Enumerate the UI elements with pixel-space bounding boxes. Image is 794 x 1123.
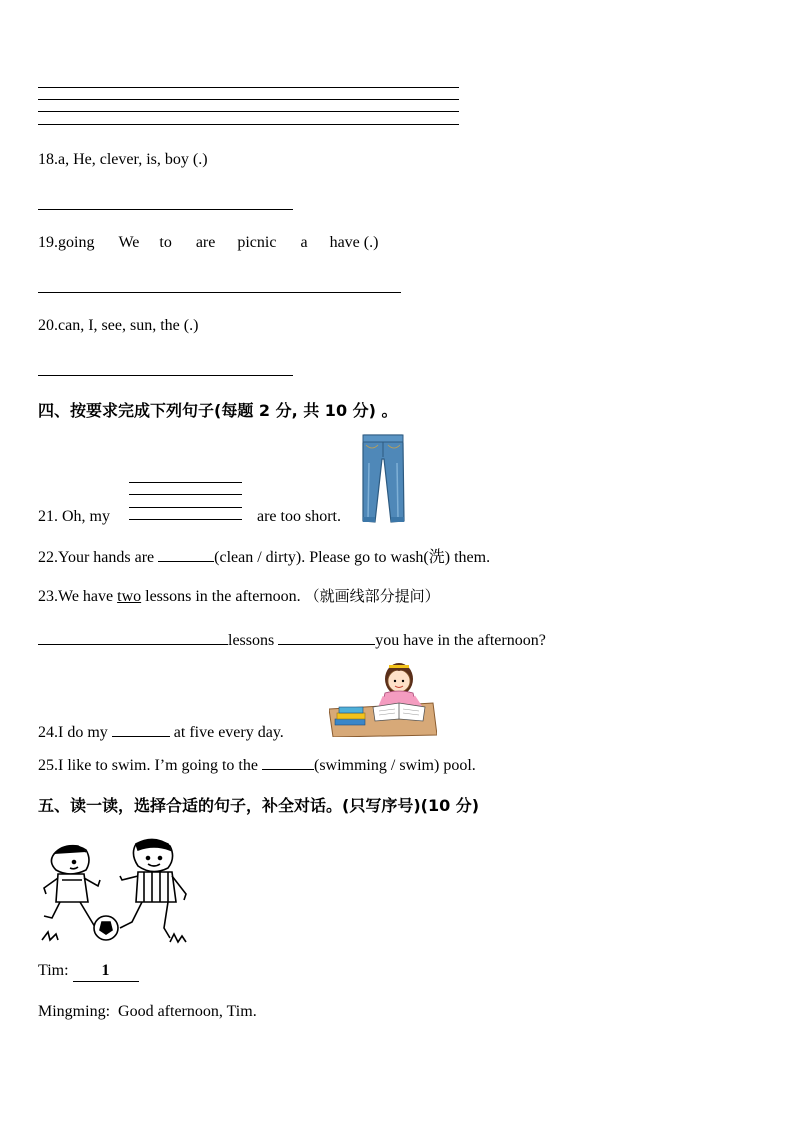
answer-number: 1 [101, 962, 110, 979]
question-text: Oh, my [58, 508, 110, 525]
question-24 [38, 720, 284, 743]
question-number: 24. [38, 724, 58, 741]
answer-rule-3 [38, 111, 459, 112]
dialogue-line-1 [38, 961, 139, 982]
answer-line-19[interactable] [38, 292, 401, 293]
question-text-after: at five every day. [169, 724, 284, 741]
question-text-after: lessons in the afternoon. [141, 588, 301, 605]
word: We [118, 234, 140, 251]
question-21-suffix: are too short. [257, 508, 341, 525]
question-text: can, I, see, sun, the (.) [58, 317, 199, 334]
question-text-before: Your hands are [58, 549, 159, 566]
question-number: 25. [38, 757, 58, 774]
answer-blank-2[interactable] [278, 628, 375, 645]
word: picnic [237, 234, 277, 251]
question-number: 20. [38, 317, 58, 334]
question-number: 19. [38, 234, 58, 251]
q21-rule-1 [129, 482, 242, 483]
question-23 [38, 586, 440, 607]
q21-rule-3 [129, 507, 242, 508]
girl-doing-homework-icon [329, 659, 437, 737]
question-22 [38, 545, 490, 568]
q21-rule-2 [129, 494, 242, 495]
instruction: （就画线部分提问） [304, 587, 440, 605]
answer-blank-1[interactable] [38, 628, 228, 645]
word: a [300, 234, 308, 251]
answer-rule-2 [38, 99, 459, 100]
dialogue-text: Good afternoon, Tim. [118, 1003, 257, 1020]
question-20 [38, 316, 198, 336]
speaker-mingming: Mingming: [38, 1003, 111, 1020]
word: have (.) [329, 234, 379, 251]
question-text-before: I like to swim. I’m going to the [58, 757, 262, 774]
answer-line-20[interactable] [38, 375, 293, 376]
answer-rule-1 [38, 87, 459, 88]
word: to [159, 234, 172, 251]
question-19 [38, 233, 378, 253]
word: are [195, 234, 216, 251]
answer-mid-text: lessons [228, 632, 279, 649]
section-5-heading: 五、读一读，选择合适的句子，补全对话。(只写序号)(10 分) [38, 796, 480, 815]
speaker-tim: Tim: [38, 962, 73, 979]
answer-blank[interactable] [158, 545, 214, 562]
answer-end-text: you have in the afternoon? [375, 632, 546, 649]
question-text-before: I do my [58, 724, 112, 741]
question-number: 21. [38, 508, 58, 525]
question-number: 23. [38, 588, 58, 605]
question-text-after: (swimming / swim) pool. [313, 757, 476, 774]
question-25 [38, 753, 476, 776]
dialogue-line-2 [38, 1002, 257, 1022]
answer-rule-4 [38, 124, 459, 125]
question-21 [38, 507, 110, 527]
answer-slot[interactable] [73, 961, 139, 982]
question-text-after: (clean / dirty). Please go to wash(洗) them. [214, 549, 491, 566]
underlined-word: two [117, 588, 142, 605]
answer-blank[interactable] [262, 753, 314, 770]
question-text-before: We have [58, 588, 118, 605]
answer-blank[interactable] [112, 720, 170, 737]
boys-playing-football-icon [40, 836, 192, 946]
word: going [58, 234, 95, 251]
question-number: 22. [38, 549, 58, 566]
section-4-heading: 四、按要求完成下列句子(每题 2 分, 共 10 分) 。 [38, 401, 398, 420]
question-text: a, He, clever, is, boy (.) [58, 151, 208, 168]
answer-line-18[interactable] [38, 209, 293, 210]
question-23-answer [38, 628, 546, 651]
question-number: 18. [38, 151, 58, 168]
q21-answer-line[interactable] [129, 519, 242, 520]
question-18 [38, 150, 208, 170]
jeans-icon [360, 433, 406, 525]
